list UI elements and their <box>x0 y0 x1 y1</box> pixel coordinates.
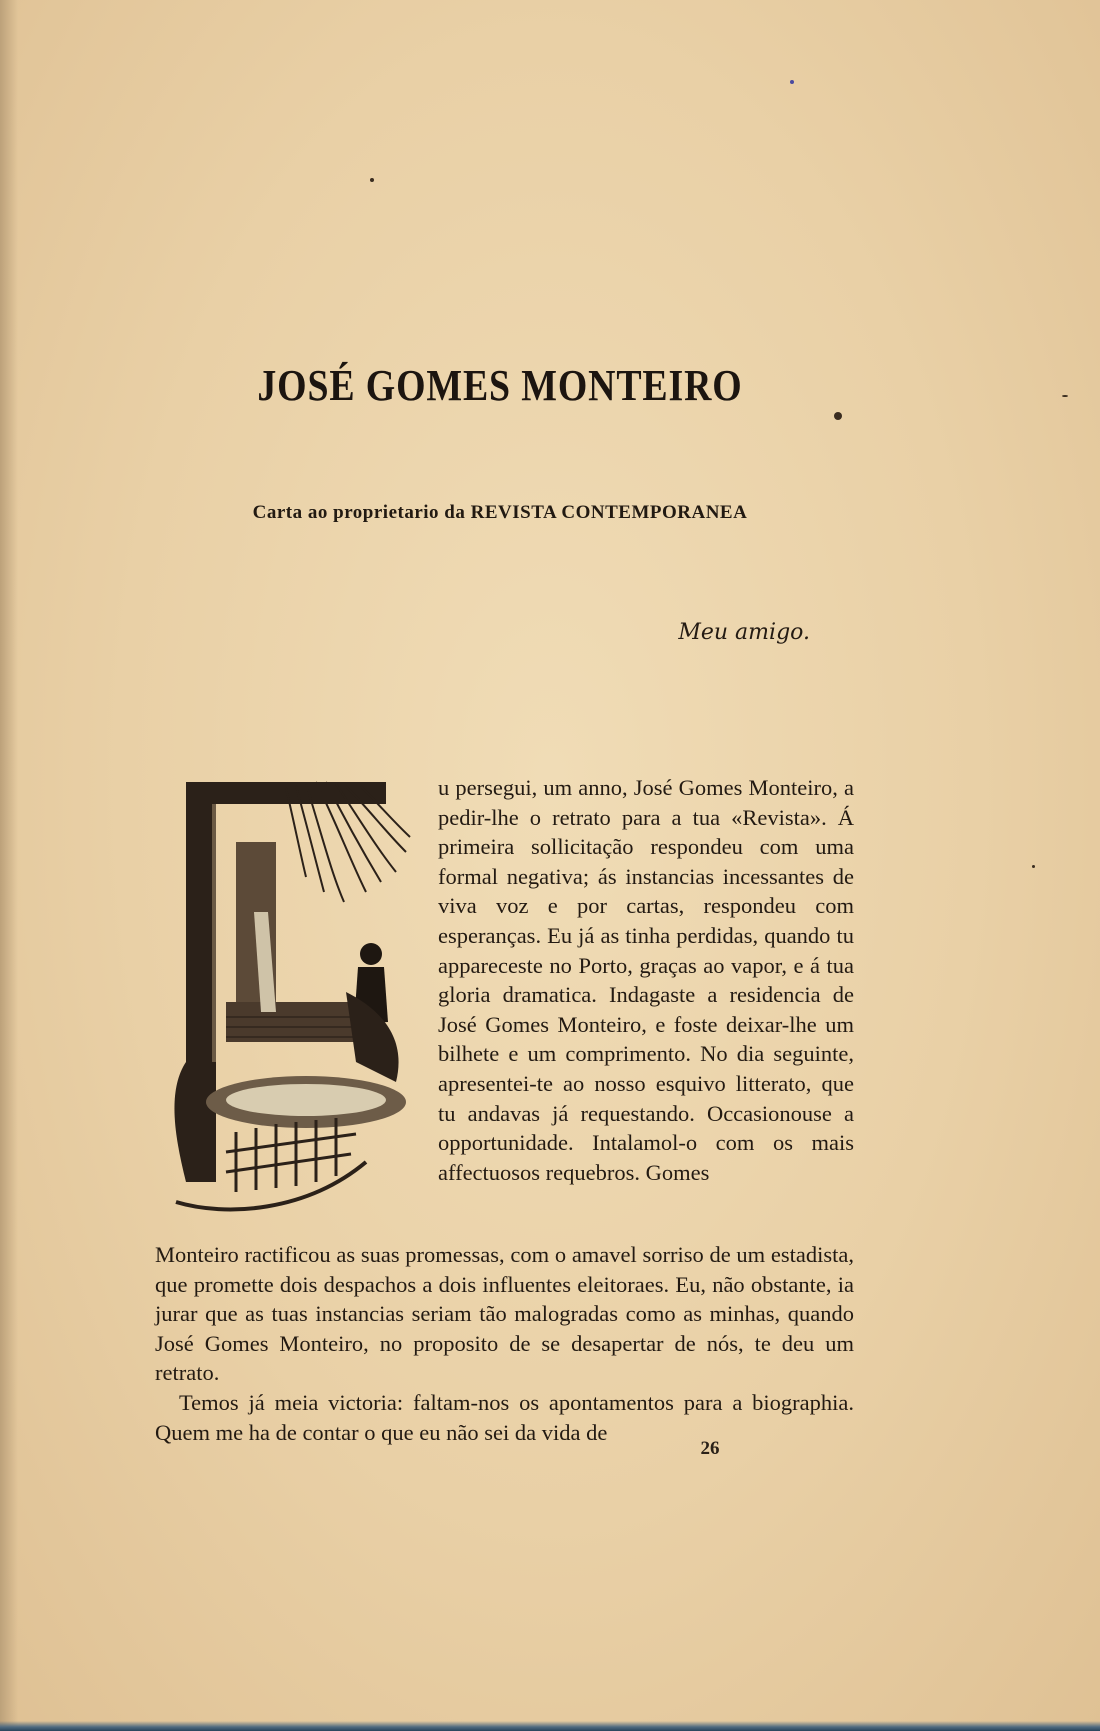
page-bottom-edge <box>0 1721 1100 1731</box>
paragraph-1-continued: Monteiro ractificou as suas promessas, com o amavel sorriso de um estadista, que promette dois despachos a dois influentes eleitoraes. Eu, não obstante, ia jurar que as tuas instancias seriam tão malogradas como as minhas, quando José Gomes Monteiro, no proposito de se desapertar de nós, te deu um retrato. <box>155 1242 854 1386</box>
page-number: 26 <box>700 1438 720 1459</box>
illustrated-drop-cap <box>166 762 412 1226</box>
paragraph-2: Temos já meia victoria: faltam-nos os apontamentos para a biographia. Quem me ha de contar o que eu não sei da vida de <box>155 1390 854 1445</box>
paragraph-1-wrapped-text: u persegui, um anno, José Gomes Monteiro, a pedir-lhe o retrato para a tua «Revista». Á primeira sollicitação respondeu com uma formal negativa; ás instancias incessantes de viva voz e por cartas, respondeu com esperanças. Eu já as tinha perdidas, quando tu appareceste no Porto, graças ao vapor, e á tua gloria dramatica. Indagaste a residencia de José Gomes Monteiro, e foste deixar-lhe um bilhete e um comprimento. No dia seguinte, apresentei-te ao nosso esquivo litterato, que tu andavas já requestando. Occasionouse a opportunidade. Intalamol-o com os mais affectuosos requebros. Gomes <box>438 775 854 1185</box>
page-edge-shadow <box>0 0 18 1731</box>
article-subtitle: Carta ao proprietario da REVISTA CONTEMPORANEA <box>252 502 748 523</box>
article-title: JOSÉ GOMES MONTEIRO <box>257 361 743 410</box>
letter-greeting: Meu amigo. <box>678 620 810 645</box>
